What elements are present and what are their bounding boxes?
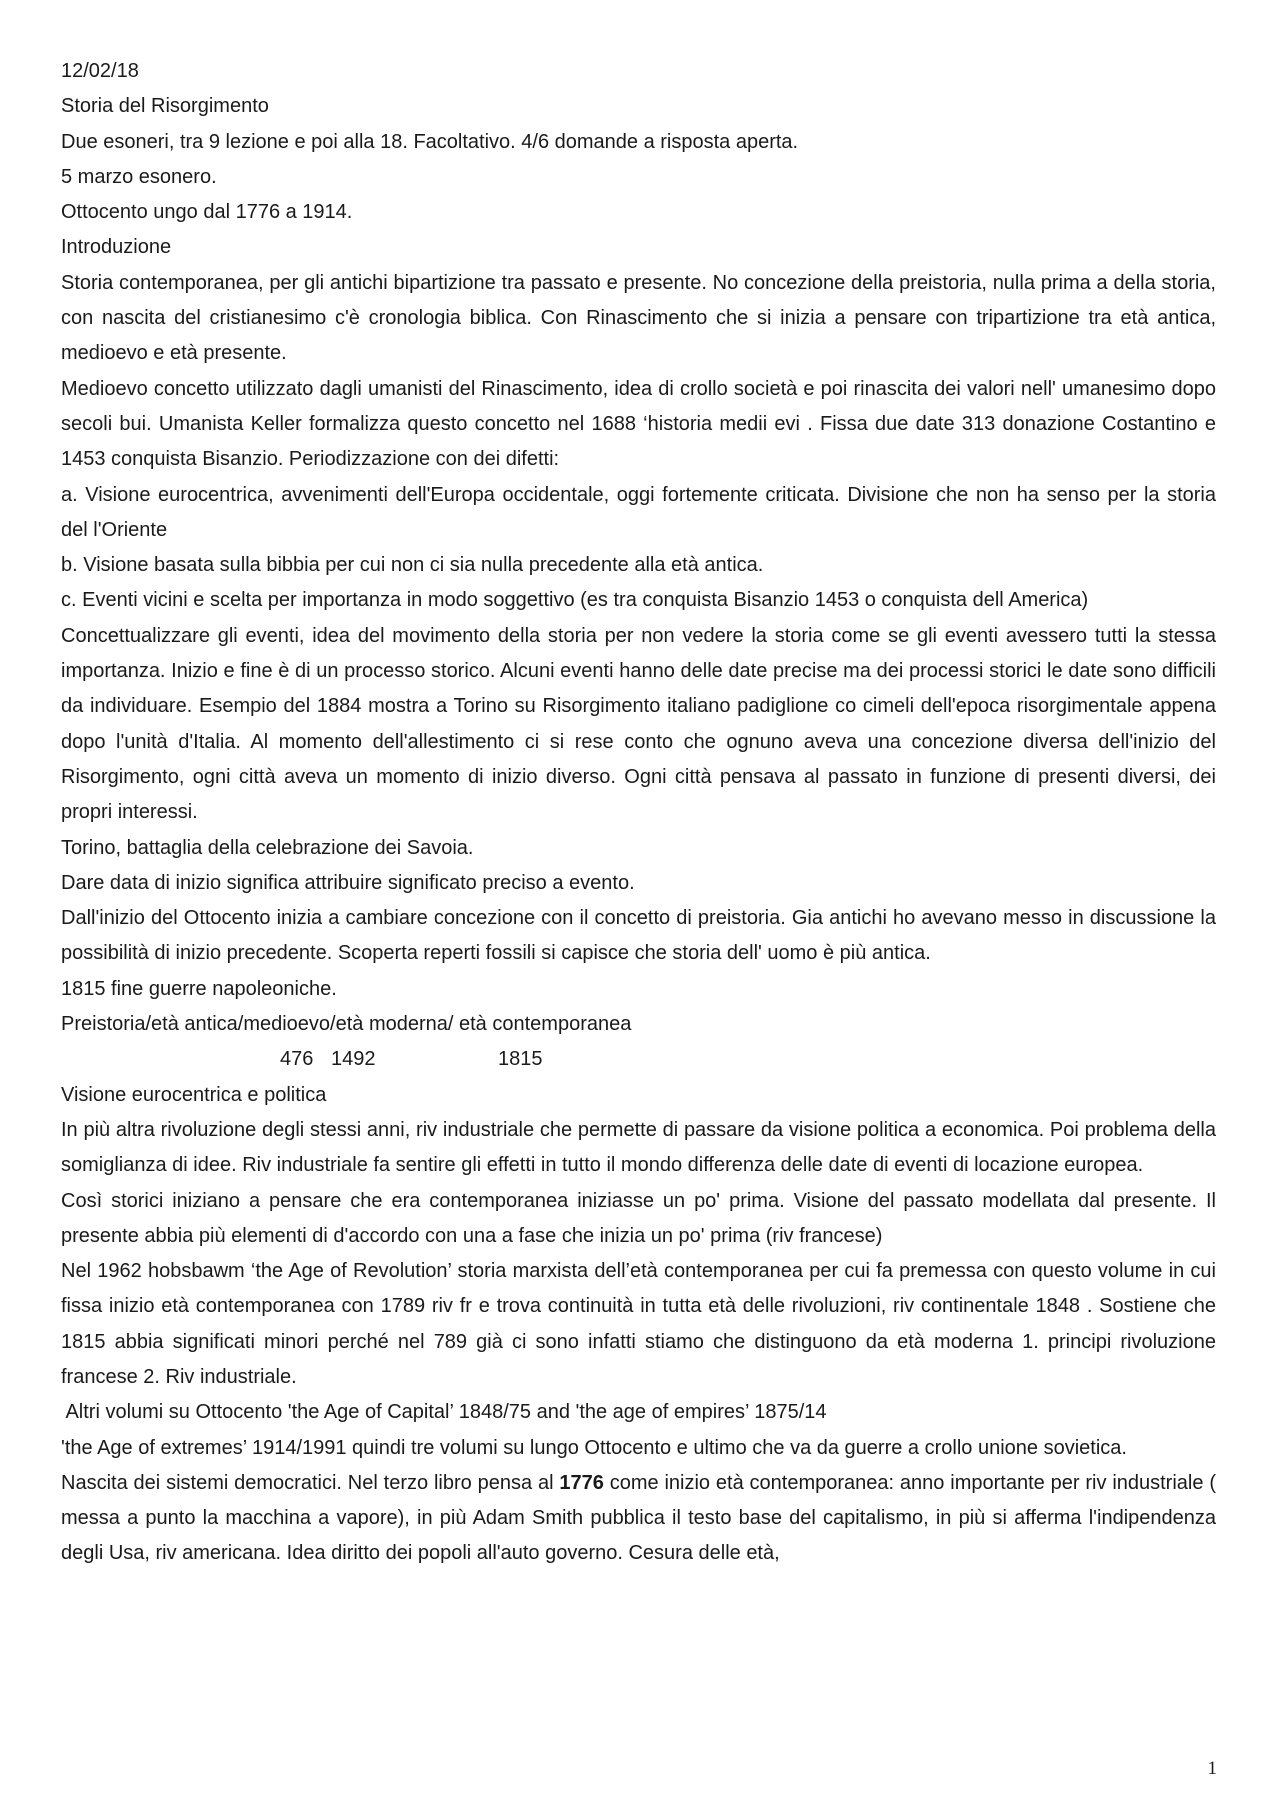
napoleonic-note: 1815 fine guerre napoleoniche.: [61, 977, 337, 1000]
list-item-c: c. Eventi vicini e scelta per importanza in modo soggettivo (es tra conquista Bisanzio 1453 o conquista dell America): [61, 589, 1089, 612]
paragraph-cosi: Così storici iniziano a pensare che era contemporanea iniziasse un po' prima. Visione del passato modellata dal presente. Il presente abbia più elementi di d'accordo con una a fase che inizia un po' prima (riv francese): [61, 1189, 1216, 1247]
list-item-a: a. Visione eurocentrica, avvenimenti dell'Europa occidentale, oggi fortemente criticata. Divisione che non ha senso per la storia del l'Oriente: [61, 483, 1216, 541]
paragraph-contemporanea: Storia contemporanea, per gli antichi bipartizione tra passato e presente. No concezione della preistoria, nulla prima a della storia, con nascita del cristianesimo c'è cronologia biblica. Con Rinascimento che si inizia a pensare con tripartizione tra età antica, medioevo e età presente.: [61, 271, 1216, 365]
year-1776-bold: 1776: [559, 1471, 604, 1494]
periods-line: Preistoria/età antica/medioevo/età moderna/ età contemporanea: [61, 1013, 632, 1036]
visione-note: Visione eurocentrica e politica: [61, 1083, 327, 1106]
paragraph-extremes: 'the Age of extremes’ 1914/1991 quindi tre volumi su lungo Ottocento e ultimo che va da guerre a crollo unione sovietica.: [61, 1436, 1127, 1459]
democratici-text-end: come inizio età contemporanea: anno importante per riv industriale ( messa a punto la macchina a vapore), in più Adam Smith pubblica il testo base del capitalismo, in più si afferma l'indipendenza degli Usa, riv americana. Idea diritto dei popoli all'auto governo. Cesura delle età,: [61, 1471, 1216, 1565]
dare-data-note: Dare data di inizio significa attribuire significato preciso a evento.: [61, 871, 635, 894]
document-page: [61, 54, 1216, 1572]
paragraph-concettualizzare: Concettualizzare gli eventi, idea del movimento della storia per non vedere la storia come se gli eventi avessero tutti la stessa importanza. Inizio e fine è di un processo storico. Alcuni eventi hanno delle date precise ma dei processi storici le date sono difficili da individuare. Esempio del 1884 mostra a Torino su Risorgimento italiano padiglione co cimeli dell'epoca risorgimentale appena dopo l'unità d'Italia. Al momento dell'allestimento ci si rese conto che ognuno aveva una concezione diversa dell'inizio del Risorgimento, ogni città aveva un momento di inizio diverso. Ogni città pensava al passato in funzione di presenti diversi, dei propri interessi.: [61, 624, 1216, 824]
exams-note: Due esoneri, tra 9 lezione e poi alla 18. Facoltativo. 4/6 domande a risposta aperta.: [61, 130, 799, 153]
democratici-text-start: Nascita dei sistemi democratici. Nel terzo libro pensa al: [61, 1471, 560, 1494]
paragraph-democratici: [61, 1466, 1216, 1572]
paragraph-riv-industriale: In più altra rivoluzione degli stessi anni, riv industriale che permette di passare da visione politica a economica. Poi problema della somiglianza di idee. Riv industriale fa sentire gli effetti in tutto il mondo differenza delle date di eventi di locazione europea.: [61, 1118, 1216, 1177]
exam-date-note: 5 marzo esonero.: [61, 165, 217, 188]
date-1492: 1492: [331, 1048, 376, 1071]
intro-heading: Introduzione: [61, 236, 172, 259]
date-line: 12/02/18: [61, 60, 139, 82]
paragraph-preistoria: Dall'inizio del Ottocento inizia a cambiare concezione con il concetto di preistoria. Gia antichi ho avevano messo in discussione la possibilità di inizio precedente. Scoperta reperti fossili si capisce che storia dell' uomo è più antica.: [61, 907, 1216, 965]
date-1815: 1815: [498, 1048, 543, 1071]
course-title: Storia del Risorgimento: [61, 95, 269, 118]
altri-volumi-note: Altri volumi su Ottocento 'the Age of Capital’ 1848/75 and 'the age of empires’ 1875/14: [61, 1401, 827, 1424]
ottocento-note: Ottocento ungo dal 1776 a 1914.: [61, 201, 353, 224]
paragraph-hobsbawm: Nel 1962 hobsbawm ‘the Age of Revolution’ storia marxista dell’età contemporanea per cui fa premessa con questo volume in cui fissa inizio età contemporanea con 1789 riv fr e trova continuità in tutta età delle rivoluzioni, riv continentale 1848 . Sostiene che 1815 abbia significati minori perché nel 789 già ci sono infatti stiamo che distinguono da età moderna 1. principi rivoluzione francese 2. Riv industriale.: [61, 1260, 1216, 1388]
torino-note: Torino, battaglia della celebrazione dei Savoia.: [61, 836, 474, 859]
page-number: 1: [1207, 1758, 1217, 1779]
paragraph-medioevo: Medioevo concetto utilizzato dagli umanisti del Rinascimento, idea di crollo società e poi rinascita dei valori nell' umanesimo dopo secoli bui. Umanista Keller formalizza questo concetto nel 1688 ‘historia medii evi . Fissa due date 313 donazione Costantino e 1453 conquista Bisanzio. Periodizzazione con dei difetti:: [61, 377, 1216, 471]
period-dates: [61, 1042, 1216, 1077]
date-476: 476: [280, 1048, 314, 1071]
list-item-b: b. Visione basata sulla bibbia per cui non ci sia nulla precedente alla età antica.: [61, 554, 764, 577]
